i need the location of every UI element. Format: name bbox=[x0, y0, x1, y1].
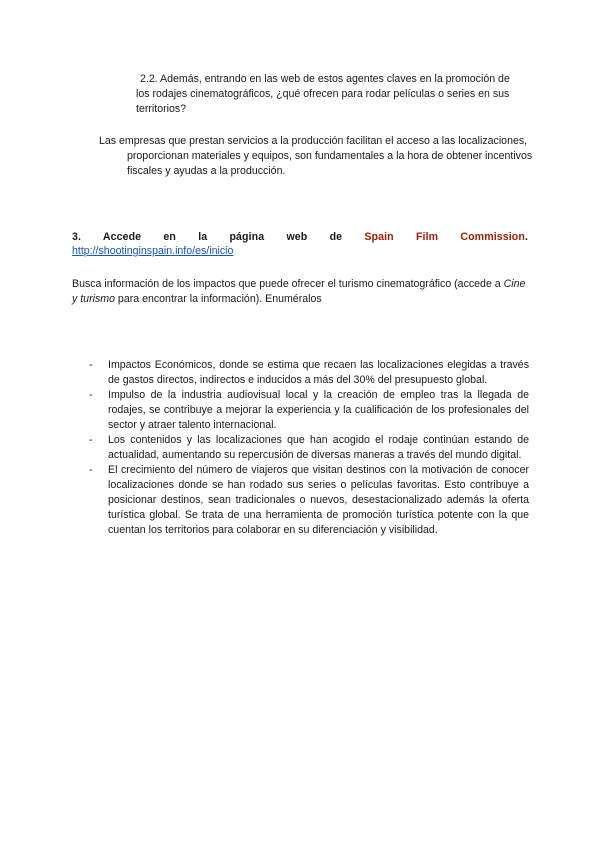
cine-y-turismo-label: Cine y turismo bbox=[72, 278, 526, 305]
intro-text-before: Busca información de los impactos que puede ofrecer el turismo cinematográfico (accede a bbox=[72, 278, 504, 290]
section-3-intro bbox=[72, 277, 528, 307]
list-item bbox=[89, 388, 529, 433]
shooting-in-spain-link[interactable]: http://shootinginspain.info/es/inicio bbox=[72, 245, 234, 257]
list-item bbox=[89, 358, 529, 388]
impacts-list bbox=[89, 358, 529, 538]
impact-text: Los contenidos y las localizaciones que han acogido el rodaje continúan estando de actualidad, aumentando su repercusión de diversas maneras a través del mundo digital. bbox=[108, 434, 529, 461]
spain-film-commission-label: Spain Film Commission bbox=[364, 231, 525, 243]
impact-text: Impulso de la industria audiovisual local y la creación de empleo tras la llegada de rodajes, se contribuye a mejorar la experiencia y la cualificación de los profesionales del sector y atraer talento internacional. bbox=[108, 389, 529, 431]
section-3-heading bbox=[72, 230, 528, 245]
section-3-heading-prefix: 3. Accede en la página web de bbox=[72, 231, 343, 243]
question-2-2-line-2: los rodajes cinematográficos, ¿qué ofrecen para rodar películas o series en sus bbox=[136, 88, 510, 100]
section-3-heading-suffix: . bbox=[524, 231, 528, 243]
impact-text: Impactos Económicos, donde se estima que recaen las localizaciones elegidas a través de gastos directos, indirectos e inducidos a más del 30% del presupuesto global. bbox=[108, 359, 529, 386]
bullet-dash: - bbox=[89, 389, 93, 401]
answer-2-2: Las empresas que prestan servicios a la producción facilitan el acceso a las localizaciones, proporcionan materiales y equipos, son fundamentales a la hora de obtener incentivos fiscales y ayudas a la producción. bbox=[99, 135, 533, 177]
question-2-2-line-1: 2.2. Además, entrando en las web de estos agentes claves en la promoción de bbox=[140, 73, 510, 85]
bullet-dash: - bbox=[89, 434, 93, 446]
question-2-2 bbox=[136, 72, 532, 117]
list-item bbox=[89, 433, 529, 463]
intro-text-after: para encontrar la información). Enuméralos bbox=[114, 293, 322, 305]
impact-text: El crecimiento del número de viajeros que visitan destinos con la motivación de conocer localizaciones donde se han rodado sus series o películas favoritas. Esto contribuye a posicionar destinos, sean tradicionales o nuevos, desestacionalizado además la oferta turística global. Se trata de una herramienta de promoción turística potente con la que cuentan los territorios para colaborar en su diferenciación y visibilidad. bbox=[108, 464, 529, 536]
question-2-2-line-3: territorios? bbox=[136, 103, 187, 115]
bullet-dash: - bbox=[89, 464, 93, 476]
list-item bbox=[89, 463, 529, 538]
bullet-dash: - bbox=[89, 359, 93, 371]
